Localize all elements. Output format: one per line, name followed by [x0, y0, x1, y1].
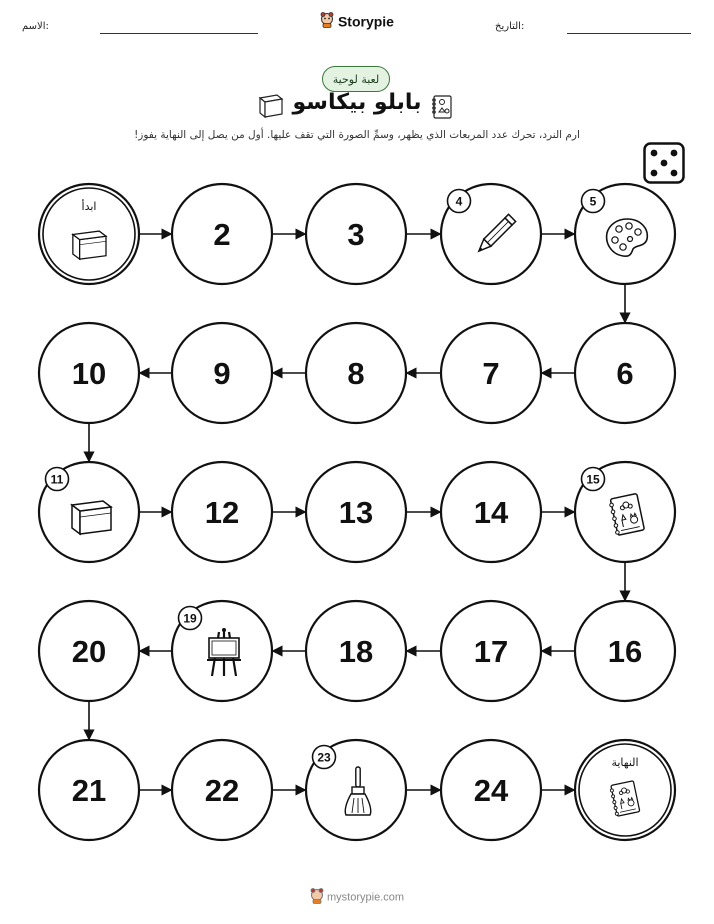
- board-square: [575, 323, 675, 423]
- square-number: 2: [213, 217, 231, 252]
- board-square: [306, 462, 406, 562]
- board-square: [441, 323, 541, 423]
- storypie-footer-icon: [310, 895, 327, 907]
- square-number: 23: [317, 750, 331, 765]
- board-square: [39, 740, 139, 840]
- board-square: [172, 184, 272, 284]
- end-square: [575, 740, 675, 840]
- square-number-badge: [448, 190, 471, 213]
- board-square: [172, 740, 272, 840]
- start-label: ابدأ: [81, 200, 97, 213]
- board-square: [306, 323, 406, 423]
- square-number-badge: [313, 746, 336, 769]
- page-title: بابلو بيكاسو: [292, 90, 422, 115]
- board-square: [575, 601, 675, 701]
- square-number-badge: [582, 468, 605, 491]
- square-number: 18: [338, 634, 374, 669]
- square-number: 4: [455, 194, 463, 209]
- board-square: [172, 601, 272, 701]
- start-square: [39, 184, 139, 284]
- square-number: 10: [71, 356, 107, 391]
- square-number-badge: [46, 468, 69, 491]
- game-type-badge: لعبة لوحية: [322, 66, 390, 92]
- square-number: 3: [347, 217, 365, 252]
- board-square: [575, 462, 675, 562]
- square-number: 6: [616, 356, 634, 391]
- square-number: 19: [183, 611, 197, 626]
- board-square: [441, 740, 541, 840]
- end-label: النهاية: [611, 756, 639, 769]
- board-square: [172, 462, 272, 562]
- board-square: [39, 462, 139, 562]
- square-number: 16: [607, 634, 643, 669]
- square-number-badge: [179, 607, 202, 630]
- board-square: [441, 601, 541, 701]
- date-label: التاريخ:: [495, 21, 525, 32]
- square-number: 22: [204, 773, 240, 808]
- square-number: 17: [473, 634, 509, 669]
- square-number: 21: [71, 773, 107, 808]
- board-square: [306, 740, 406, 840]
- name-label: الاسم:: [22, 21, 49, 32]
- board-square: [39, 323, 139, 423]
- square-number: 8: [347, 356, 365, 391]
- footer: [0, 888, 714, 907]
- square-number: 24: [473, 773, 509, 808]
- board-square: [306, 601, 406, 701]
- sketchbook-icon: [73, 231, 106, 259]
- brand-name: Storypie: [337, 13, 394, 30]
- square-number: 9: [213, 356, 231, 391]
- square-number: 20: [71, 634, 107, 669]
- square-number: 13: [338, 495, 374, 530]
- square-number: 15: [586, 472, 600, 487]
- game-instructions: ارم النرد، تحرك عدد المربعات الذي يظهر، وسمِّ الصورة التي تقف عليها. أول من يصل إلى النهاية يفوز!: [134, 129, 580, 141]
- square-number: 12: [204, 495, 240, 530]
- square-number: 11: [50, 472, 64, 487]
- board-square: [172, 323, 272, 423]
- square-number-badge: [582, 190, 605, 213]
- board-square: [39, 601, 139, 701]
- board-square: [441, 184, 541, 284]
- square-number: 5: [589, 194, 597, 209]
- board-square: [441, 462, 541, 562]
- sketchbook-icon: [72, 501, 111, 534]
- footer-url: mystorypie.com: [327, 891, 405, 904]
- square-number: 7: [482, 356, 500, 391]
- board-square: [306, 184, 406, 284]
- square-number: 14: [473, 495, 509, 530]
- board-square: [575, 184, 675, 284]
